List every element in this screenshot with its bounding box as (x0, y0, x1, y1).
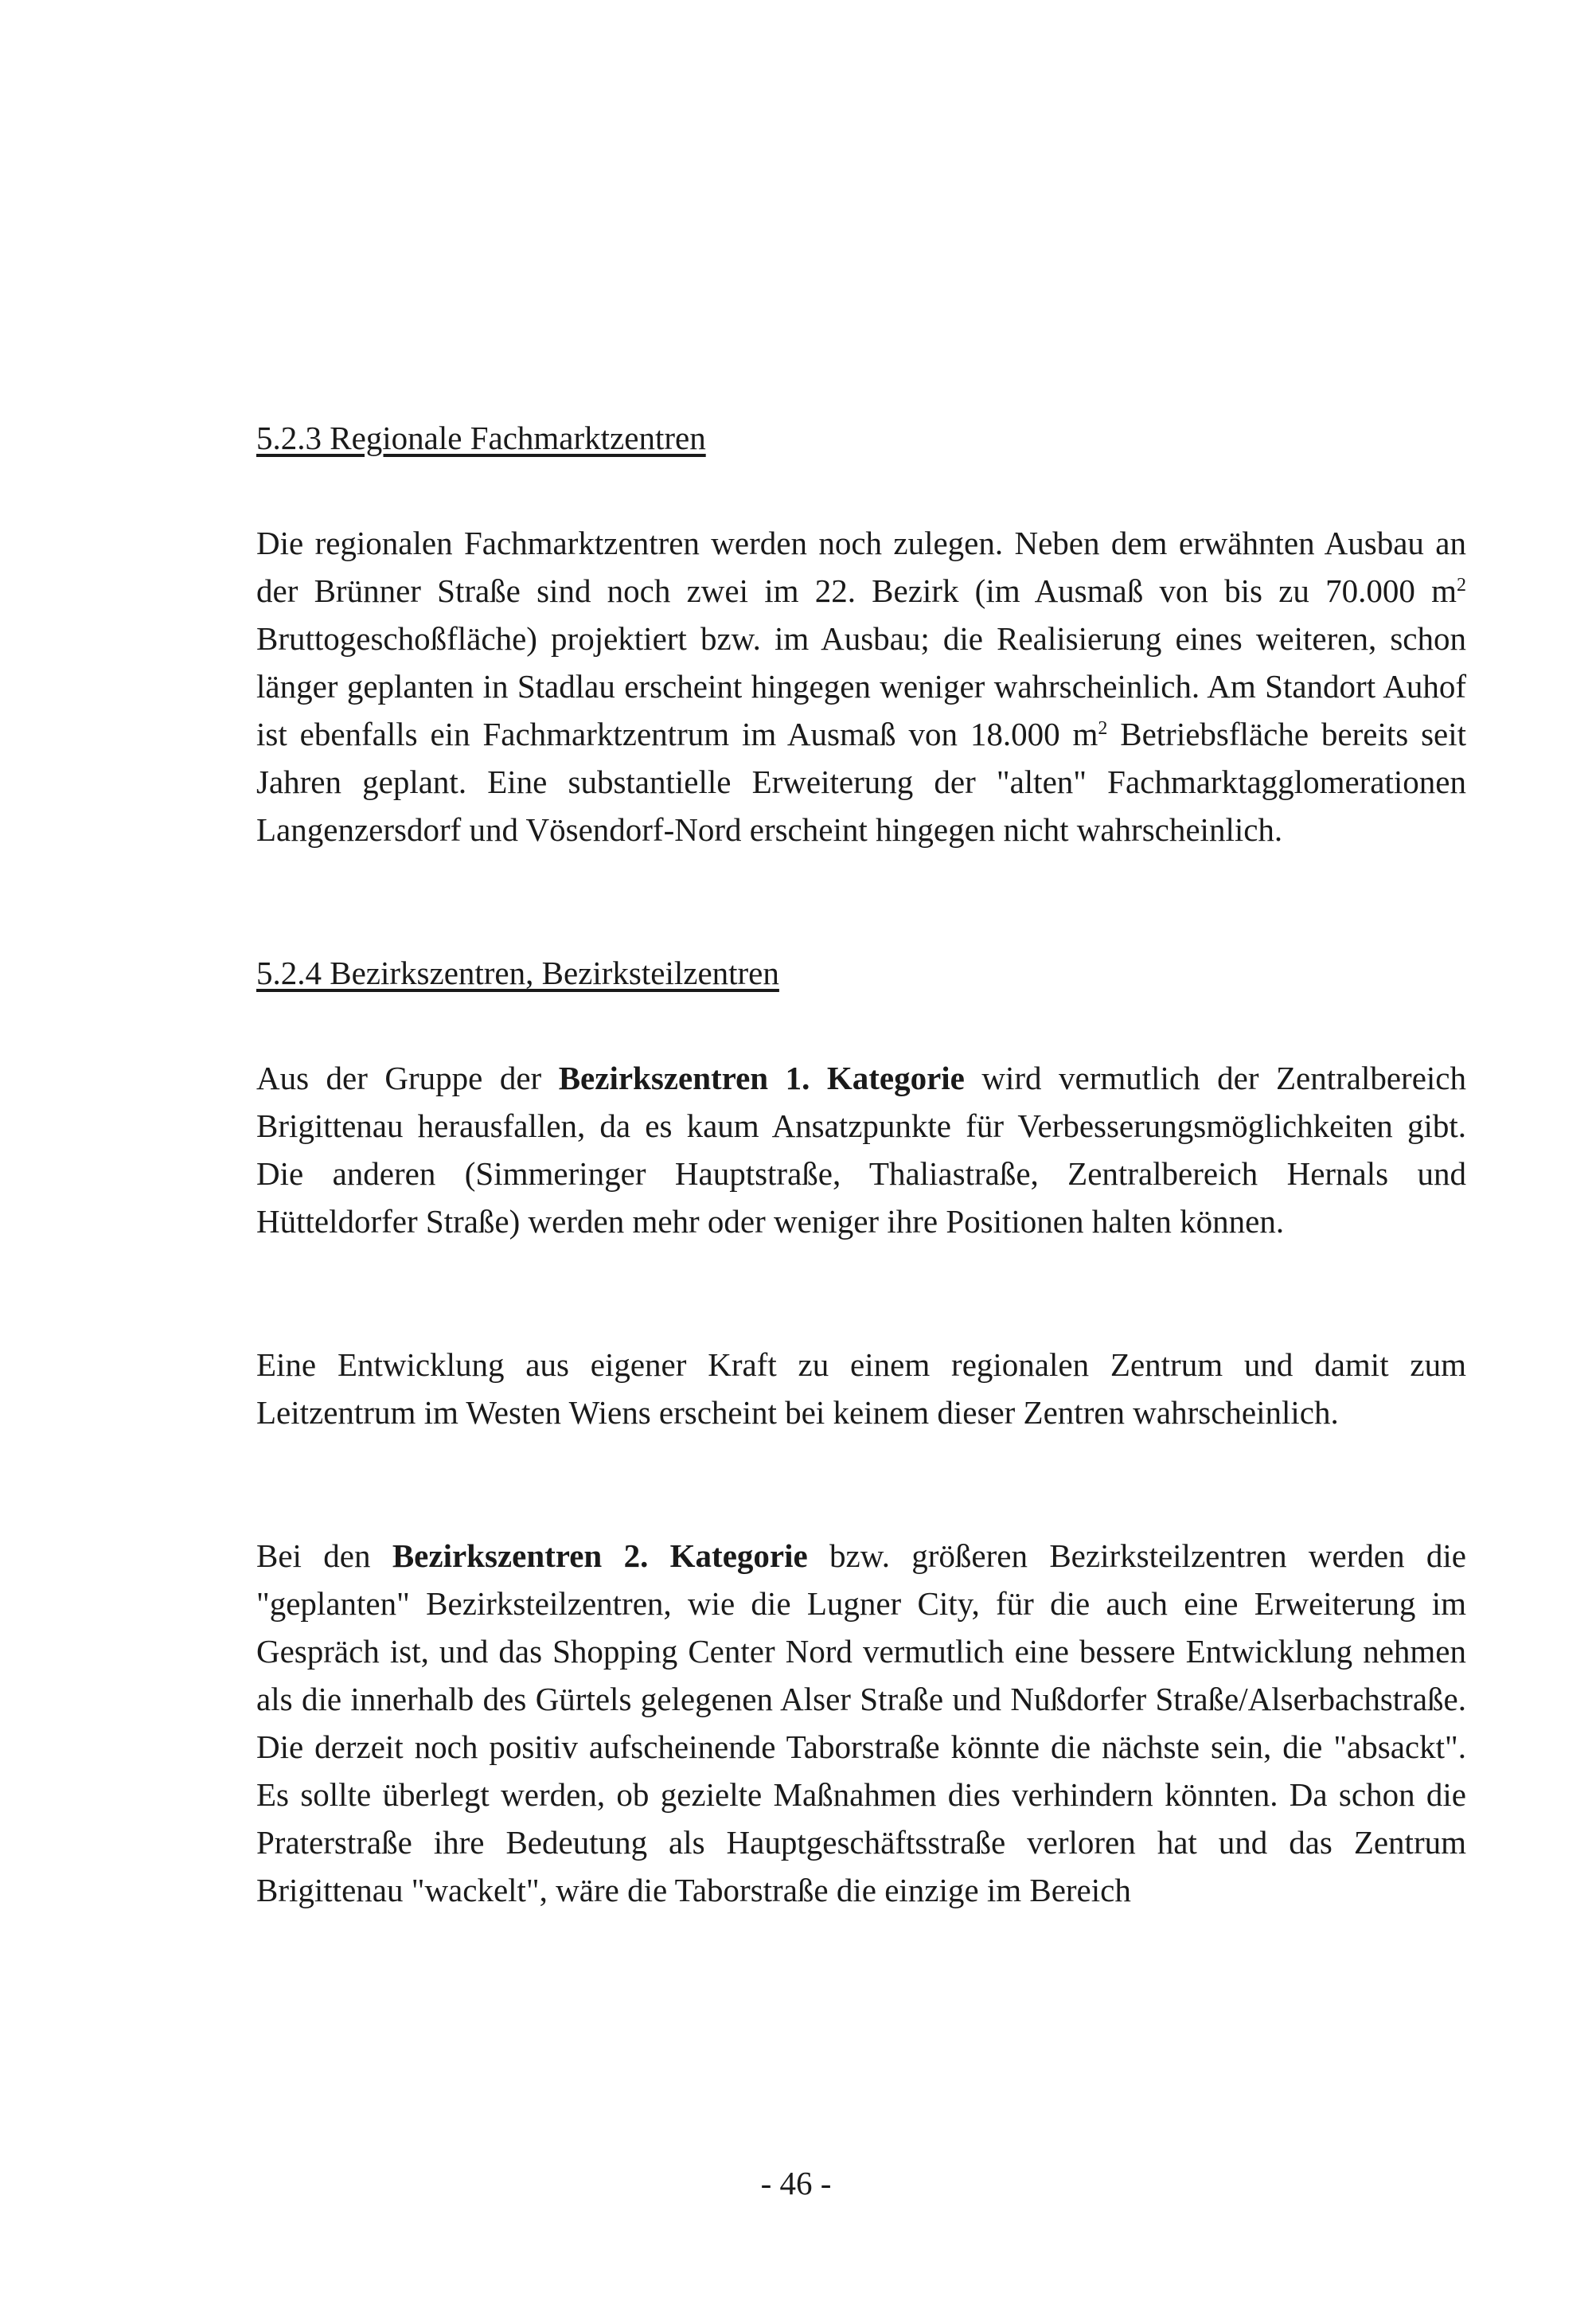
superscript: 2 (1457, 575, 1466, 596)
text-run: Aus der Gruppe der (256, 1060, 559, 1096)
text-run: Die regionalen Fachmarktzentren werden noch zulegen. Neben dem erwähnten Ausbau an der Brünner Straße sind noch zwei im 22. Bezirk (im Ausmaß von bis zu 70.000 m (256, 525, 1466, 609)
paragraph-regionales-zentrum: Eine Entwicklung aus eigener Kraft zu einem regionalen Zentrum und damit zum Leitzentrum im Westen Wiens erscheint bei keinem dieser Zentren wahrscheinlich. (256, 1346, 1466, 1431)
bold-term: Bezirkszentren 1. Kategorie (558, 1060, 965, 1096)
paragraph-bezirkszentren-1 (256, 1054, 1466, 1245)
text-run: Betriebsfläche bereits seit Jahren geplant. Eine substantielle Erweiterung der "alten" Fachmarktagglomerationen Langenzersdorf und Vösendorf-Nord erscheint hingegen nicht wahrscheinlich. (256, 716, 1466, 848)
bold-term: Bezirkszentren 2. Kategorie (392, 1537, 808, 1574)
section-heading-5-2-4: 5.2.4 Bezirkszentren, Bezirksteilzentren (256, 955, 779, 991)
text-run: Bei den (256, 1537, 392, 1574)
paragraph-bezirkszentren-2 (256, 1532, 1466, 1914)
page-content (256, 414, 1466, 1914)
paragraph-fachmarktzentren (256, 519, 1466, 853)
section-heading-5-2-3: 5.2.3 Regionale Fachmarktzentren (256, 420, 706, 456)
page-number: - 46 - (760, 2165, 832, 2201)
text-run: bzw. größeren Bezirksteilzentren werden die "geplanten" Bezirksteilzentren, wie die Lugner City, für die auch eine Erweiterung im Gespräch ist, und das Shopping Center Nord vermutlich eine bessere Entwicklung nehmen als die innerhalb des Gürtels gelegenen Alser Straße und Nußdorfer Straße/Alserbachstraße. Die derzeit noch positiv aufscheinende Taborstraße könnte die nächste sein, die "absackt". Es sollte überlegt werden, ob gezielte Maßnahmen dies verhindern könnten. Da schon die Praterstraße ihre Bedeutung als Hauptgeschäftsstraße verloren hat und das Zentrum Brigittenau "wackelt", wäre die Taborstraße die einzige im Bereich (256, 1537, 1467, 1908)
text-run: Bruttogeschoßfläche) projektiert bzw. im Ausbau; die Realisierung eines weiteren, schon länger geplanten in Stadlau erscheint hingegen weniger wahrscheinlich. Am Standort Auhof ist ebenfalls ein Fachmarktzentrum im Ausmaß von 18.000 m (256, 620, 1466, 752)
superscript: 2 (1098, 718, 1108, 739)
text-run: wird vermutlich der Zentralbereich Brigittenau herausfallen, da es kaum Ansatzpunkte für Verbesserungsmöglichkeiten gibt. Die anderen (Simmeringer Hauptstraße, Thaliastraße, Zentralbereich Hernals und Hütteldorfer Straße) werden mehr oder weniger ihre Positionen halten können. (256, 1060, 1466, 1240)
